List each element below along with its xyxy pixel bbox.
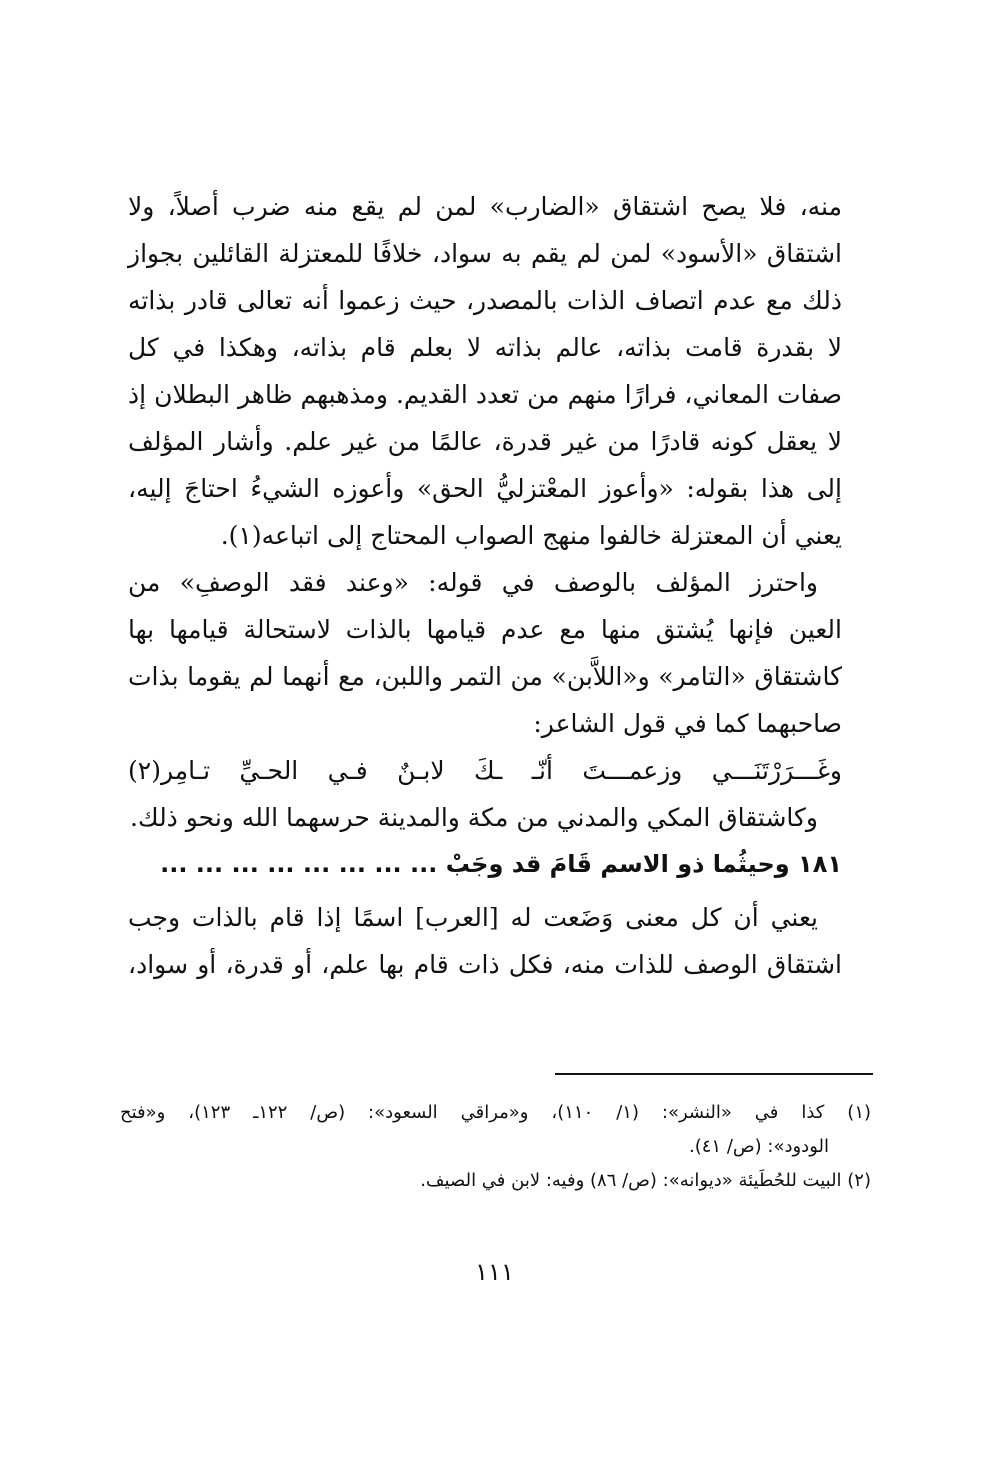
text-line: لا يعقل كونه قادرًا من غير قدرة، عالمًا من غير علم. وأشار المؤلف: [128, 427, 842, 456]
verse-heading: ١٨١ وحيثُما ذو الاسم قَامَ قد وجَبْ ... ... ... ... ... ... ... ...: [160, 850, 842, 878]
poem-verse: وغَـــرَرْتَنَـــي وزعمـــتَ أنّـ ـكَ لابـنٌ فـي الحـيِّ تـامِر(٢): [128, 756, 842, 785]
text-line: يعني أن كل معنى وَضَعت له [العرب] اسمًا إذا قام بالذات وجب: [128, 903, 818, 932]
text-line: صفات المعاني، فرارًا منهم من تعدد القديم. ومذهبهم ظاهر البطلان إذ: [128, 380, 842, 409]
footnote-line: (١) كذا في «النشر»: (١/ ١١٠)، و«مراقي السعود»: (ص/ ١٢٢ـ ١٢٣)، و«فتح: [120, 1102, 872, 1123]
text-line: وكاشتقاق المكي والمدني من مكة والمدينة حرسهما الله ونحو ذلك.: [130, 803, 818, 832]
main-text: [128, 183, 842, 988]
text-line: اشتقاق الوصف للذات منه، فكل ذات قام بها علم، أو قدرة، أو سواد،: [128, 950, 842, 979]
text-line: صاحبهما كما في قول الشاعر:: [533, 709, 842, 738]
text-line: إلى هذا بقوله: «وأعوز المعْتزليُّ الحق» وأعوزه الشيءُ احتاجَ إليه،: [128, 474, 842, 503]
footnotes: [120, 1096, 871, 1198]
text-line: يعني أن المعتزلة خالفوا منهج الصواب المحتاج إلى اتباعه(١).: [220, 521, 842, 550]
page-number: ١١١: [475, 1258, 514, 1286]
footnote-line: (٢) البيت للحُطَيئة «ديوانه»: (ص/ ٨٦) وفيه: لابن في الصيف.: [420, 1170, 871, 1191]
footnote-divider: [555, 1073, 873, 1075]
text-line: لا بقدرة قامت بذاته، عالم بذاته لا بعلم قام بذاته، وهكذا في كل: [128, 333, 842, 362]
text-line: العين فإنها يُشتق منها مع عدم قيامها بالذات لاستحالة قيامها بها: [128, 615, 842, 644]
text-line: ذلك مع عدم اتصاف الذات بالمصدر، حيث زعموا أنه تعالى قادر بذاته: [128, 286, 842, 315]
footnote-line: الودود»: (ص/ ٤١).: [689, 1136, 829, 1157]
text-line: اشتقاق «الأسود» لمن لم يقم به سواد، خلافًا للمعتزلة القائلين بجواز: [128, 239, 842, 268]
text-line: كاشتقاق «التامر» و«اللاَّبن» من التمر واللبن، مع أنهما لم يقوما بذات: [128, 662, 842, 691]
text-line: منه، فلا يصح اشتقاق «الضارب» لمن لم يقع منه ضرب أصلاً، ولا: [128, 192, 842, 221]
text-line: واحترز المؤلف بالوصف في قوله: «وعند فقد الوصفِ» من: [128, 568, 818, 597]
